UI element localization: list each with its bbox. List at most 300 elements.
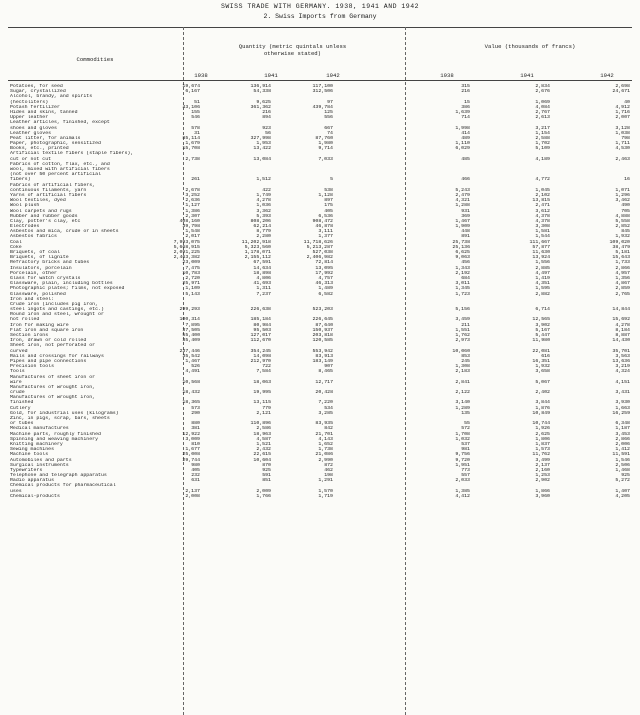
quantity-1942-cell: 667 xyxy=(324,125,333,131)
value-1941-cell: 2,885 xyxy=(535,265,550,271)
quantity-1942-cell: 1,738 xyxy=(318,447,333,453)
value-1941-cell: 22,081 xyxy=(532,348,550,354)
quantity-1942-cell: 553,942 xyxy=(312,348,333,354)
quantity-1941-cell: 5,323,560 xyxy=(244,244,271,250)
value-1942-cell: 4,867 xyxy=(615,281,630,287)
value-1941-cell: 1,926 xyxy=(535,426,550,432)
quantity-1941-cell: 22,615 xyxy=(253,452,271,458)
year-quantity-1942: 1942 xyxy=(326,72,340,79)
value-1938-cell: 466 xyxy=(461,177,470,183)
quantity-1941-cell: 54,338 xyxy=(253,89,271,95)
value-1941-cell: 2,834 xyxy=(535,84,550,89)
quantity-1941-cell: 2,586 xyxy=(256,426,271,432)
commodity-cell: Wool carpets and rugs xyxy=(10,208,72,214)
quantity-1942-cell: 8,465 xyxy=(318,369,333,375)
quantity-1942-cell: 897 xyxy=(324,198,333,204)
quantity-1941-cell: 18,898 xyxy=(253,270,271,276)
quantity-1942-cell: 12,717 xyxy=(315,379,333,385)
quantity-1942-cell: 203,818 xyxy=(312,333,333,338)
commodity-cell: Briquets, of coal xyxy=(10,250,60,255)
commodity-cell: Potatoes, for seed xyxy=(10,84,63,89)
commodity-cell: Coke xyxy=(10,244,22,250)
quantity-1938-cell: 290 xyxy=(191,410,200,416)
quantity-1938-cell: 5,143 xyxy=(185,291,200,297)
quantity-1938-cell: 381 xyxy=(191,426,200,432)
value-1942-cell: 3,219 xyxy=(615,364,630,370)
value-1942-cell: 2,866 xyxy=(615,265,630,271)
commodity-cell: curved xyxy=(10,348,28,354)
quantity-1938-cell: 2,720 xyxy=(185,275,200,281)
quantity-1938-cell: 100,314 xyxy=(179,317,200,323)
commodity-cell: finished xyxy=(10,400,34,406)
quantity-1942-cell: 5 xyxy=(330,177,333,183)
value-1941-cell: 13,924 xyxy=(532,255,550,261)
value-1941-cell: 57,877 xyxy=(532,244,550,250)
commodity-cell: Glassware, polished xyxy=(10,291,66,297)
value-1941-cell: 3,612 xyxy=(535,208,550,214)
quantity-1938-cell: 2,463,382 xyxy=(173,255,200,261)
value-1942-cell: 1,038 xyxy=(615,130,630,136)
quantity-1941-cell: 422 xyxy=(262,187,271,193)
quantity-1941-cell: 18,963 xyxy=(253,431,271,437)
value-1941-cell: 1,573 xyxy=(535,447,550,453)
value-1942-cell: 15,643 xyxy=(612,255,630,261)
quantity-1941-cell: 8,779 xyxy=(256,229,271,235)
commodity-cell: or tubes xyxy=(10,421,34,427)
year-value-1942: 1942 xyxy=(600,72,614,79)
quantity-1941-cell: 851 xyxy=(262,478,271,484)
quantity-1938-cell: 2,137 xyxy=(185,488,200,494)
quantity-1941-cell: 11,202,918 xyxy=(241,239,271,245)
value-1942-cell: 16 xyxy=(624,177,630,183)
quantity-1941-cell: 1,749 xyxy=(256,192,271,198)
quantity-1941-cell: 13,422 xyxy=(253,146,271,152)
value-1942-cell: 925 xyxy=(621,473,630,479)
commodity-cell: Chemical-products xyxy=(10,493,60,499)
commodity-cell: Flat iron and square iron xyxy=(10,327,84,333)
value-1938-cell: 1,288 xyxy=(455,203,470,209)
commodity-cell: Artificial textile fibers (staple fibers), xyxy=(10,151,134,157)
quantity-1942-cell: 523,203 xyxy=(312,307,333,313)
quantity-1938-cell: 2,017 xyxy=(185,234,200,240)
value-1941-cell: 1,419 xyxy=(535,275,550,281)
header-commodities: Commodities xyxy=(76,56,114,63)
value-1941-cell: 1,069 xyxy=(535,99,550,105)
quantity-1941-cell: 95,503 xyxy=(253,327,271,333)
value-1942-cell: 4,888 xyxy=(615,213,630,219)
commodity-cell: Peat litter, for animals xyxy=(10,135,81,141)
value-1941-cell: 1,806 xyxy=(535,436,550,442)
quantity-1942-cell: 74 xyxy=(327,130,333,136)
value-1941-cell: 2,471 xyxy=(535,203,550,209)
quantity-1938-cell: 6,167 xyxy=(185,89,200,95)
quantity-1938-cell: 2,738 xyxy=(185,156,200,162)
quantity-1942-cell: 842 xyxy=(324,426,333,432)
commodity-cell: Alcohol, brandy, and spirits xyxy=(10,94,93,100)
value-1942-cell: 4,205 xyxy=(615,493,630,499)
quantity-1938-cell: 1,386 xyxy=(185,208,200,214)
value-1938-cell: 414 xyxy=(461,130,470,136)
value-1938-cell: 714 xyxy=(461,115,470,121)
commodity-cell: Iron, drawn or cold rolled xyxy=(10,338,87,344)
value-1941-cell: 4,351 xyxy=(535,281,550,287)
value-1941-cell: 5,067 xyxy=(535,379,550,385)
quantity-1941-cell: 2,432 xyxy=(256,447,271,453)
value-1938-cell: 216 xyxy=(461,89,470,95)
quantity-1942-cell: 150,937 xyxy=(312,327,333,333)
value-1942-cell: 24,671 xyxy=(612,89,630,95)
quantity-1941-cell: 41,693 xyxy=(253,281,271,287)
quantity-1942-cell: 175 xyxy=(324,203,333,209)
value-1938-cell: 55 xyxy=(464,421,470,427)
commodity-cell: Round iron and steel, wrought or xyxy=(10,312,104,318)
quantity-1941-cell: 127,017 xyxy=(250,333,271,338)
quantity-1941-cell: 4,587 xyxy=(256,436,271,442)
value-1942-cell: 2,765 xyxy=(615,291,630,297)
quantity-1942-cell: 120,585 xyxy=(312,338,333,344)
quantity-1938-cell: 39,798 xyxy=(182,224,200,230)
quantity-1941-cell: 13,084 xyxy=(253,156,271,162)
value-1942-cell: 1,071 xyxy=(615,187,630,193)
quantity-1941-cell: 5,393 xyxy=(256,213,271,219)
quantity-1942-cell: 83,913 xyxy=(315,353,333,359)
year-quantity-1938: 1938 xyxy=(194,72,208,79)
quantity-1942-cell: 117,100 xyxy=(312,84,333,89)
commodity-cell: uses xyxy=(10,488,22,494)
commodity-cell: Books, etc., printed xyxy=(10,146,69,152)
quantity-1942-cell: 2,990 xyxy=(318,457,333,463)
value-1941-cell: 13,815 xyxy=(532,198,550,204)
value-1938-cell: 1,998 xyxy=(455,125,470,131)
quantity-1941-cell: 80,984 xyxy=(253,322,271,328)
quantity-1942-cell: 1,377 xyxy=(318,234,333,240)
value-1941-cell: 16,351 xyxy=(532,358,550,364)
quantity-1938-cell: 55,400 xyxy=(182,333,200,338)
quantity-1941-cell: 185,184 xyxy=(250,317,271,323)
value-1941-cell: 3,844 xyxy=(535,400,550,406)
quantity-1938-cell: 810 xyxy=(191,441,200,447)
table-body xyxy=(0,84,640,499)
value-1941-cell: 5,109 xyxy=(535,146,550,152)
quantity-1942-cell: 462 xyxy=(324,467,333,473)
commodity-cell: Typewriters xyxy=(10,467,43,473)
value-1938-cell: 6,625 xyxy=(455,250,470,255)
commodity-cell: Zinc, in pigs, scrap, bars, sheets xyxy=(10,416,110,421)
commodity-cell: Asbestos fabrics xyxy=(10,234,57,240)
quantity-1942-cell: 2,406,982 xyxy=(306,255,333,261)
page-title: SWISS TRADE WITH GERMANY. 1938, 1941 AND 1942 xyxy=(220,3,420,10)
quantity-1938-cell: 25,971 xyxy=(182,281,200,287)
quantity-1938-cell: 4,491 xyxy=(185,369,200,375)
value-1941-cell: 1,045 xyxy=(535,187,550,193)
quantity-1938-cell: 546 xyxy=(191,115,200,121)
quantity-1941-cell: 2,009 xyxy=(256,488,271,494)
quantity-1941-cell: 56 xyxy=(265,130,271,136)
quantity-1941-cell: 870 xyxy=(262,462,271,468)
value-1941-cell: 11,762 xyxy=(532,452,550,458)
value-1941-cell: 1,544 xyxy=(535,234,550,240)
value-1941-cell: 2,676 xyxy=(535,89,550,95)
value-1942-cell: 2,506 xyxy=(615,462,630,468)
value-1938-cell: 5,156 xyxy=(455,307,470,313)
value-1941-cell: 1,876 xyxy=(535,405,550,411)
quantity-1942-cell: 72,814 xyxy=(315,260,333,266)
value-1938-cell: 10,060 xyxy=(452,348,470,354)
commodity-cell: Manufactures of wrought iron, xyxy=(10,395,96,401)
value-1938-cell: 4,412 xyxy=(455,493,470,499)
quantity-1942-cell: 3,111 xyxy=(318,229,333,235)
commodity-cell: Iron and steel: xyxy=(10,296,55,302)
commodity-cell: continuous filaments, yarn xyxy=(10,187,87,193)
quantity-1938-cell: 15,708 xyxy=(182,146,200,152)
quantity-1941-cell: 1,512 xyxy=(256,177,271,183)
value-1941-cell: 1,253 xyxy=(535,473,550,479)
quantity-1938-cell: 1,127 xyxy=(185,203,200,209)
commodity-cell: Glass for watch crystals xyxy=(10,275,81,281)
quantity-1942-cell: 46,878 xyxy=(315,224,333,230)
value-1941-cell: 6,714 xyxy=(535,307,550,313)
value-1942-cell: 15,692 xyxy=(612,317,630,323)
commodity-cell: (hectoliters) xyxy=(10,99,49,105)
value-1938-cell: 1,762 xyxy=(455,333,470,338)
value-1938-cell: 2,122 xyxy=(455,390,470,396)
commodity-cell: Crude iron (includes pig iron, xyxy=(10,301,99,307)
quantity-1942-cell: 21,701 xyxy=(315,431,333,437)
quantity-1938-cell: 10,568 xyxy=(182,379,200,385)
value-1942-cell: 705 xyxy=(621,208,630,214)
quantity-1938-cell: 2,678 xyxy=(185,187,200,193)
value-1938-cell: 211 xyxy=(461,322,470,328)
value-1941-cell: 12,565 xyxy=(532,317,550,323)
quantity-1941-cell: 4,278 xyxy=(256,198,271,204)
commodity-cell: crude xyxy=(10,390,25,396)
quantity-1938-cell: 405 xyxy=(191,467,200,473)
quantity-1941-cell: 2,155,112 xyxy=(244,255,271,261)
value-1941-cell: 1,866 xyxy=(535,488,550,494)
value-1942-cell: 4,278 xyxy=(615,322,630,328)
quantity-1942-cell: 439,784 xyxy=(312,104,333,110)
value-1942-cell: 40 xyxy=(624,99,630,105)
quantity-1938-cell: 237,446 xyxy=(179,348,200,354)
value-1941-cell: 111,667 xyxy=(529,239,550,245)
commodity-cell: Potash fertilizer xyxy=(10,104,60,110)
value-1942-cell: 1,932 xyxy=(615,234,630,240)
value-1938-cell: 9,756 xyxy=(455,452,470,458)
quantity-1938-cell: 2,636 xyxy=(185,198,200,204)
commodity-cell: Cutlery xyxy=(10,405,31,411)
year-value-1941: 1941 xyxy=(520,72,534,79)
quantity-1938-cell: 7,993,075 xyxy=(173,239,200,245)
quantity-1938-cell: 3,009 xyxy=(185,436,200,442)
value-1941-cell: 2,625 xyxy=(535,431,550,437)
commodity-cell: Briquets, of lignite xyxy=(10,255,69,261)
quantity-1942-cell: 7,220 xyxy=(318,400,333,406)
value-1941-cell: 2,402 xyxy=(535,390,550,396)
commodity-cell: Asbestos and mica, crude or in sheets xyxy=(10,229,119,235)
quantity-1941-cell: 67,591 xyxy=(253,260,271,266)
value-1941-cell: 2,882 xyxy=(535,291,550,297)
value-1941-cell: 2,613 xyxy=(535,115,550,121)
value-1938-cell: 1,639 xyxy=(455,109,470,115)
quantity-1938-cell: 35,542 xyxy=(182,353,200,359)
value-1938-cell: 1,308 xyxy=(455,364,470,370)
value-1938-cell: 931 xyxy=(461,208,470,214)
value-1938-cell: 891 xyxy=(461,234,470,240)
value-1942-cell: 1,187 xyxy=(615,426,630,432)
value-1938-cell: 2,973 xyxy=(455,338,470,344)
value-1941-cell: 2,767 xyxy=(535,109,550,115)
quantity-1942-cell: 1,980 xyxy=(318,141,333,147)
quantity-1942-cell: 6,582 xyxy=(318,291,333,297)
commodity-cell: Pipes and pipe connections xyxy=(10,358,87,364)
value-1938-cell: 456 xyxy=(461,260,470,266)
value-1942-cell: 1,296 xyxy=(615,192,630,198)
year-quantity-1941: 1941 xyxy=(264,72,278,79)
value-1938-cell: 3,140 xyxy=(455,400,470,406)
quantity-1941-cell: 925 xyxy=(262,467,271,473)
rule-header-bottom xyxy=(8,80,632,81)
value-1942-cell: 11,591 xyxy=(612,452,630,458)
value-1942-cell: 14,430 xyxy=(612,338,630,344)
quantity-1942-cell: 11,718,626 xyxy=(303,239,333,245)
commodity-cell: Refractory bricks and tubes xyxy=(10,260,90,266)
commodity-cell: Glassware, plain, including bottles xyxy=(10,281,113,287)
commodity-cell: Manufactures of sheet iron or xyxy=(10,374,96,380)
value-1942-cell: 3,453 xyxy=(615,431,630,437)
value-1938-cell: 2,033 xyxy=(455,478,470,484)
value-1938-cell: 1,551 xyxy=(455,327,470,333)
value-1941-cell: 3,658 xyxy=(535,369,550,375)
quantity-1938-cell: 1,548 xyxy=(185,229,200,235)
quantity-1941-cell: 2,121 xyxy=(256,410,271,416)
value-1941-cell: 11,980 xyxy=(532,338,550,344)
header-value: Value (thousands of francs) xyxy=(484,43,576,50)
quantity-1942-cell: 46,313 xyxy=(315,281,333,287)
quantity-1942-cell: 908,472 xyxy=(312,218,333,224)
value-1938-cell: 3,011 xyxy=(455,281,470,287)
quantity-1942-cell: 83,935 xyxy=(315,421,333,427)
quantity-1942-cell: 6,536 xyxy=(318,213,333,219)
value-1942-cell: 1,733 xyxy=(615,260,630,266)
quantity-1938-cell: 1,109 xyxy=(185,286,200,292)
quantity-1938-cell: 2,307 xyxy=(185,213,200,219)
quantity-1942-cell: 1,489 xyxy=(318,286,333,292)
value-1942-cell: 4,324 xyxy=(615,369,630,375)
quantity-1942-cell: 538 xyxy=(324,187,333,193)
value-1942-cell: 13,636 xyxy=(612,358,630,364)
value-1938-cell: 5,243 xyxy=(455,187,470,193)
value-1938-cell: 25,136 xyxy=(452,244,470,250)
commodity-cell: Wool textiles, dyed xyxy=(10,198,66,204)
value-1938-cell: 1,467 xyxy=(455,218,470,224)
quantity-1942-cell: 872 xyxy=(324,462,333,468)
value-1938-cell: 2,841 xyxy=(455,379,470,385)
value-1942-cell: 1,716 xyxy=(615,109,630,115)
quantity-1942-cell: 3,285 xyxy=(318,410,333,416)
value-1938-cell: 981 xyxy=(461,447,470,453)
value-1942-cell: 845 xyxy=(621,229,630,235)
value-1938-cell: 557 xyxy=(461,473,470,479)
value-1938-cell: 1,909 xyxy=(455,224,470,230)
value-1941-cell: 11,630 xyxy=(532,250,550,255)
quantity-1942-cell: 1,291 xyxy=(318,478,333,484)
value-1938-cell: 135 xyxy=(461,410,470,416)
value-1942-cell: 2,859 xyxy=(615,286,630,292)
value-1938-cell: 1,345 xyxy=(455,286,470,292)
commodity-cell: Upper leather xyxy=(10,115,49,121)
quantity-1938-cell: 12,922 xyxy=(182,431,200,437)
quantity-1941-cell: 1,766 xyxy=(256,493,271,499)
value-1942-cell: 4,151 xyxy=(615,379,630,385)
value-1938-cell: 1,951 xyxy=(455,462,470,468)
quantity-1942-cell: 907 xyxy=(324,364,333,370)
year-value-1938: 1938 xyxy=(440,72,454,79)
value-1941-cell: 2,137 xyxy=(535,462,550,468)
value-1941-cell: 2,588 xyxy=(535,135,550,141)
quantity-1941-cell: 14,634 xyxy=(253,265,271,271)
commodity-cell: Machine tools xyxy=(10,452,49,458)
value-1938-cell: 572 xyxy=(461,426,470,432)
value-1942-cell: 490 xyxy=(621,203,630,209)
quantity-1941-cell: 591 xyxy=(262,473,271,479)
quantity-1938-cell: 7,475 xyxy=(185,265,200,271)
value-1938-cell: 853 xyxy=(461,353,470,359)
value-1942-cell: 14,844 xyxy=(612,307,630,313)
quantity-1942-cell: 4,757 xyxy=(318,275,333,281)
value-1938-cell: 6,029 xyxy=(455,146,470,152)
quantity-1942-cell: 312,506 xyxy=(312,89,333,95)
value-1942-cell: 35,701 xyxy=(612,348,630,354)
value-1941-cell: 4,189 xyxy=(535,156,550,162)
quantity-1938-cell: 2,008 xyxy=(185,493,200,499)
value-1941-cell: 2,902 xyxy=(535,478,550,484)
quantity-1938-cell: 155 xyxy=(191,109,200,115)
value-1938-cell: 9,063 xyxy=(455,255,470,261)
commodity-cell: Radio apparatus xyxy=(10,478,55,484)
value-1941-cell: 616 xyxy=(541,353,550,359)
quantity-1942-cell: 556 xyxy=(324,115,333,121)
value-1941-cell: 1,932 xyxy=(535,364,550,370)
quantity-1938-cell: 408,160 xyxy=(179,218,200,224)
commodity-cell: Leather articles, finished, except xyxy=(10,120,110,126)
quantity-1942-cell: 87,760 xyxy=(315,135,333,141)
value-1938-cell: 15 xyxy=(464,99,470,105)
quantity-1942-cell: 527,038 xyxy=(312,250,333,255)
value-1942-cell: 1,663 xyxy=(615,405,630,411)
quantity-1942-cell: 1,570 xyxy=(318,488,333,494)
quantity-1941-cell: 808,206 xyxy=(250,218,271,224)
value-1938-cell: 9,720 xyxy=(455,457,470,463)
quantity-1938-cell: 35,409 xyxy=(182,338,200,344)
value-1942-cell: 1,468 xyxy=(615,467,630,473)
quantity-1942-cell: 226,645 xyxy=(312,317,333,323)
commodity-cell: Surgical instruments xyxy=(10,462,69,468)
commodity-cell: Clay, potter's clay, etc xyxy=(10,218,81,224)
quantity-1938-cell: 261 xyxy=(191,177,200,183)
quantity-1941-cell: 894 xyxy=(262,115,271,121)
value-1942-cell: 1,711 xyxy=(615,141,630,147)
commodity-cell: Sugar, crystallized xyxy=(10,89,66,95)
quantity-1941-cell: 4,806 xyxy=(256,275,271,281)
value-1941-cell: 3,499 xyxy=(535,457,550,463)
value-1938-cell: 25,738 xyxy=(452,239,470,245)
commodity-cell: Machine parts, roughly finished xyxy=(10,431,101,437)
quantity-1938-cell: 3,252 xyxy=(185,192,200,198)
quantity-1938-cell: 299,293 xyxy=(179,307,200,313)
quantity-1941-cell: 722 xyxy=(262,364,271,370)
commodity-cell: Paper, photographic, sensitized xyxy=(10,141,101,147)
quantity-1941-cell: 212,970 xyxy=(250,358,271,364)
